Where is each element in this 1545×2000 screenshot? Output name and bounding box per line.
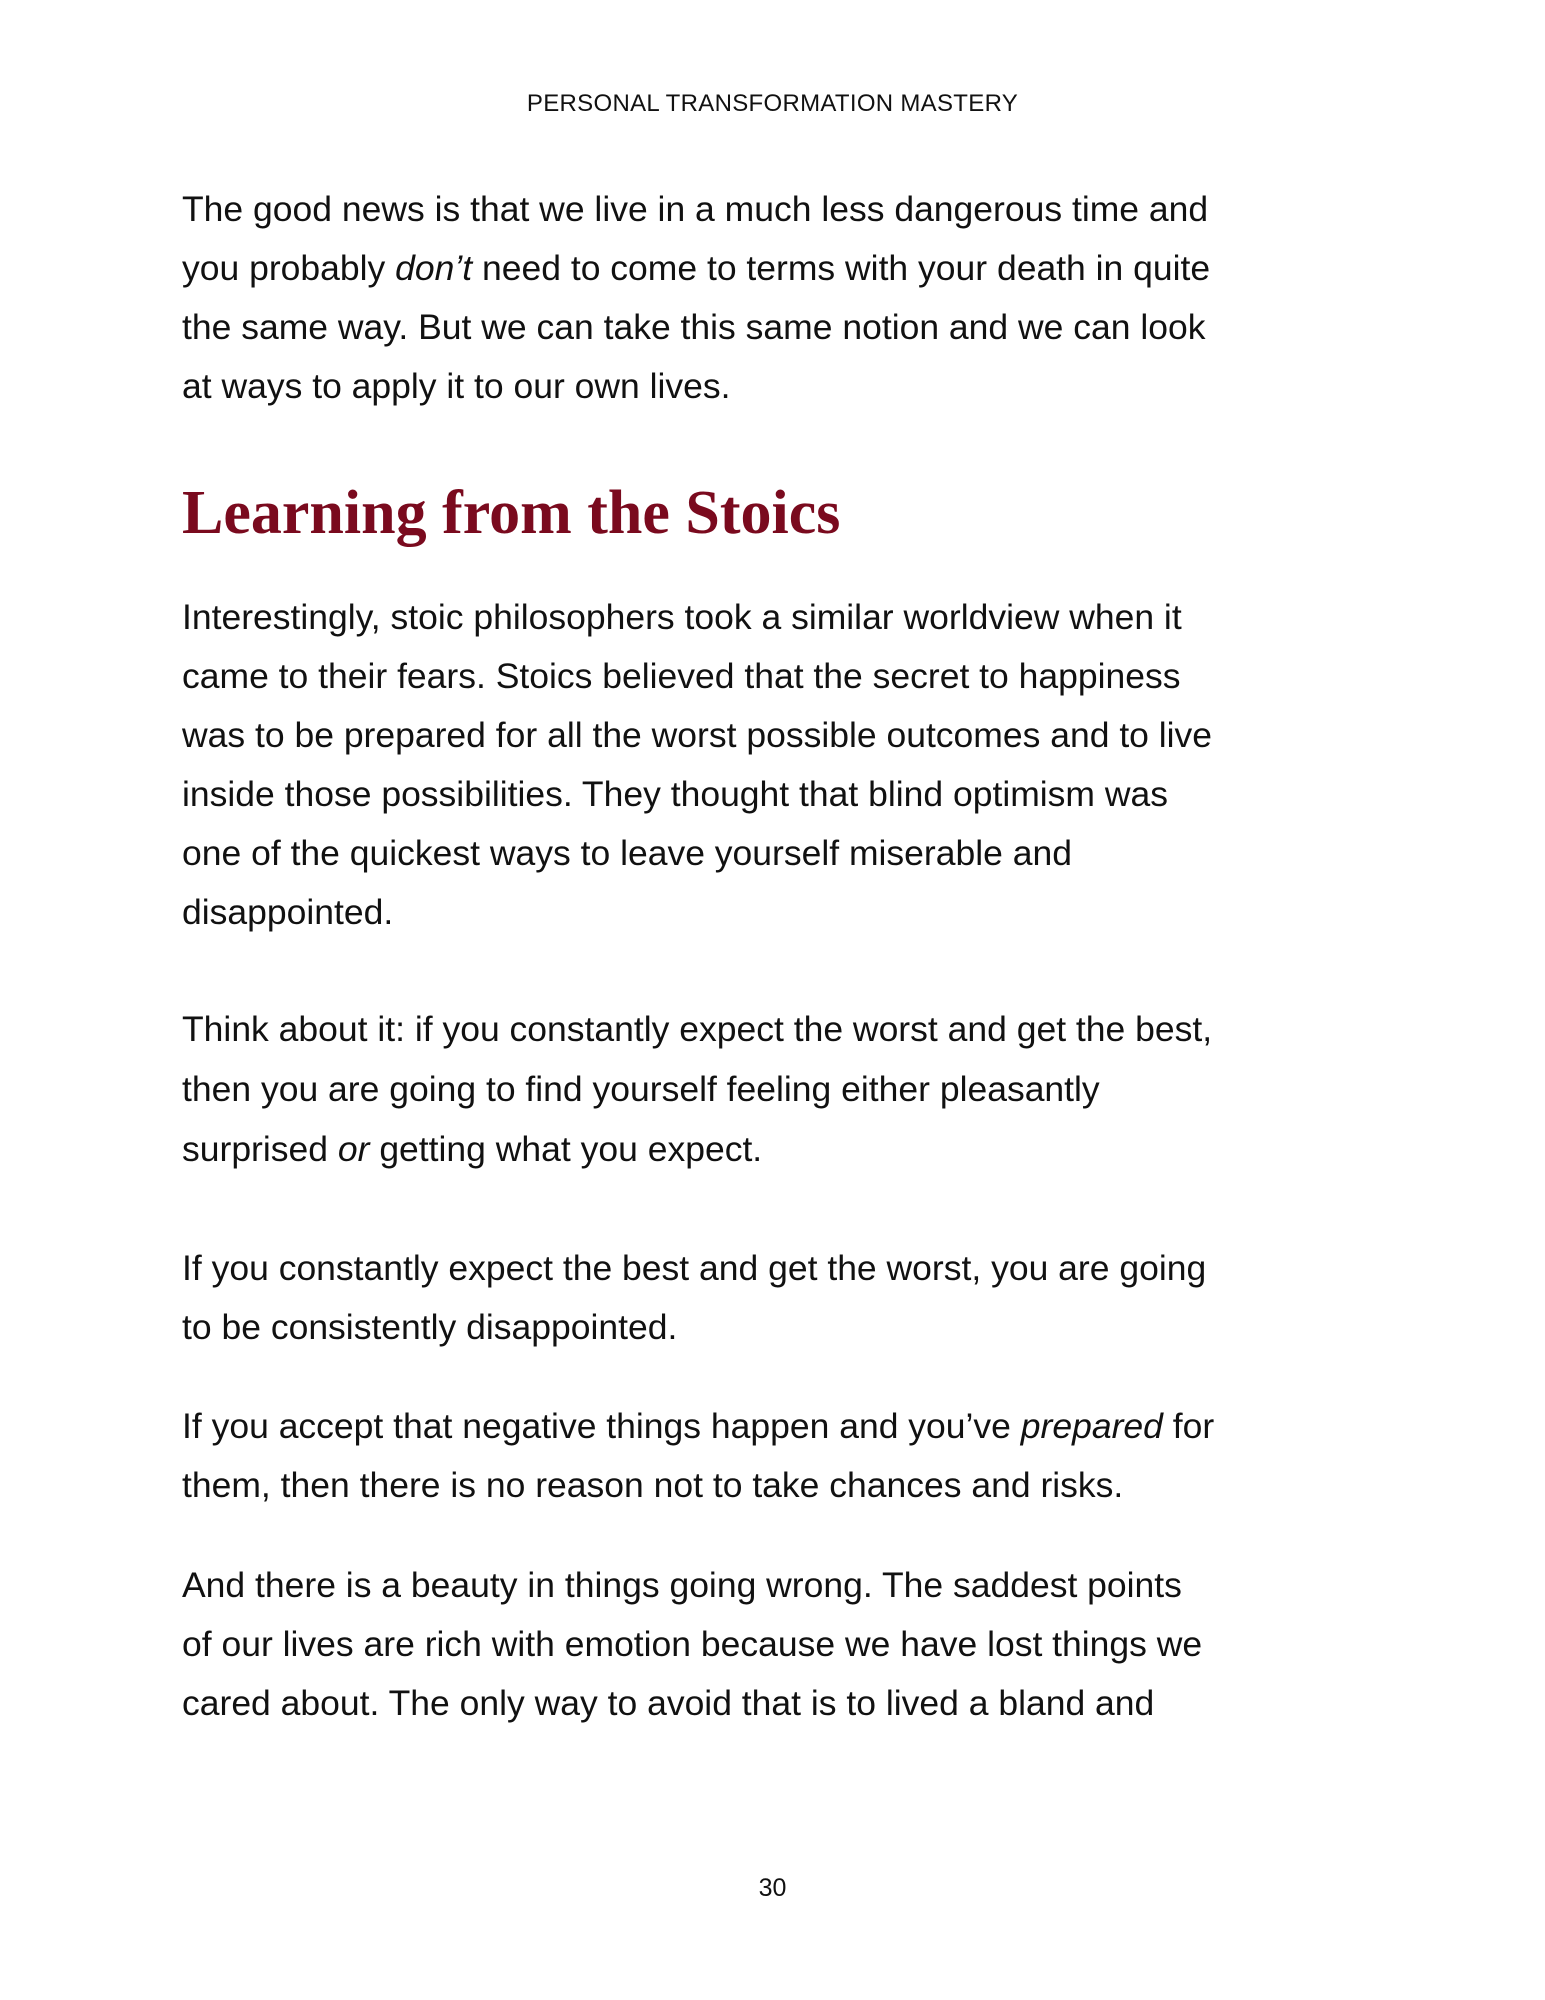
- text-line: Interestingly, stoic philosophers took a similar worldview when it: [182, 597, 1182, 637]
- text-line: of our lives are rich with emotion because we have lost things we: [182, 1624, 1203, 1664]
- text-line: And there is a beauty in things going wrong. The saddest points: [182, 1565, 1182, 1605]
- text-segment: for: [1162, 1406, 1215, 1446]
- paragraph-4: [182, 1239, 1402, 1357]
- text-line: [182, 239, 1402, 298]
- text-segment: you probably: [182, 248, 396, 288]
- text-line: them, then there is no reason not to take chances and risks.: [182, 1465, 1124, 1505]
- paragraph-3: [182, 999, 1402, 1179]
- page-number: 30: [758, 1874, 787, 1902]
- text-line: The good news is that we live in a much less dangerous time and: [182, 189, 1209, 229]
- paragraph-1: [182, 180, 1402, 416]
- emphasis-text: or: [337, 1129, 370, 1169]
- section-heading: Learning from the Stoics: [182, 479, 841, 547]
- text-line: at ways to apply it to our own lives.: [182, 366, 731, 406]
- text-line: If you constantly expect the best and get the worst, you are going: [182, 1248, 1207, 1288]
- emphasis-text: don’t: [395, 248, 473, 288]
- text-line: inside those possibilities. They thought that blind optimism was: [182, 774, 1168, 814]
- text-segment: need to come to terms with your death in quite: [472, 248, 1211, 288]
- paragraph-5: [182, 1397, 1402, 1515]
- text-segment: getting what you expect.: [369, 1129, 763, 1169]
- text-line: to be consistently disappointed.: [182, 1307, 678, 1347]
- paragraph-6: [182, 1556, 1402, 1733]
- text-line: one of the quickest ways to leave yourself miserable and: [182, 833, 1072, 873]
- text-line: then you are going to find yourself feeling either pleasantly: [182, 1069, 1100, 1109]
- paragraph-2: [182, 588, 1402, 942]
- text-line: cared about. The only way to avoid that is to lived a bland and: [182, 1683, 1155, 1723]
- text-line: [182, 1397, 1402, 1456]
- text-segment: surprised: [182, 1129, 338, 1169]
- text-line: was to be prepared for all the worst possible outcomes and to live: [182, 715, 1213, 755]
- text-line: disappointed.: [182, 892, 394, 932]
- text-line: the same way. But we can take this same notion and we can look: [182, 307, 1206, 347]
- text-line: [182, 1119, 1402, 1179]
- text-segment: If you accept that negative things happen and you’ve: [182, 1406, 1021, 1446]
- text-line: Think about it: if you constantly expect the worst and get the best,: [182, 1009, 1213, 1049]
- running-header: PERSONAL TRANSFORMATION MASTERY: [526, 90, 1019, 117]
- emphasis-text: prepared: [1020, 1406, 1163, 1446]
- text-line: came to their fears. Stoics believed that the secret to happiness: [182, 656, 1181, 696]
